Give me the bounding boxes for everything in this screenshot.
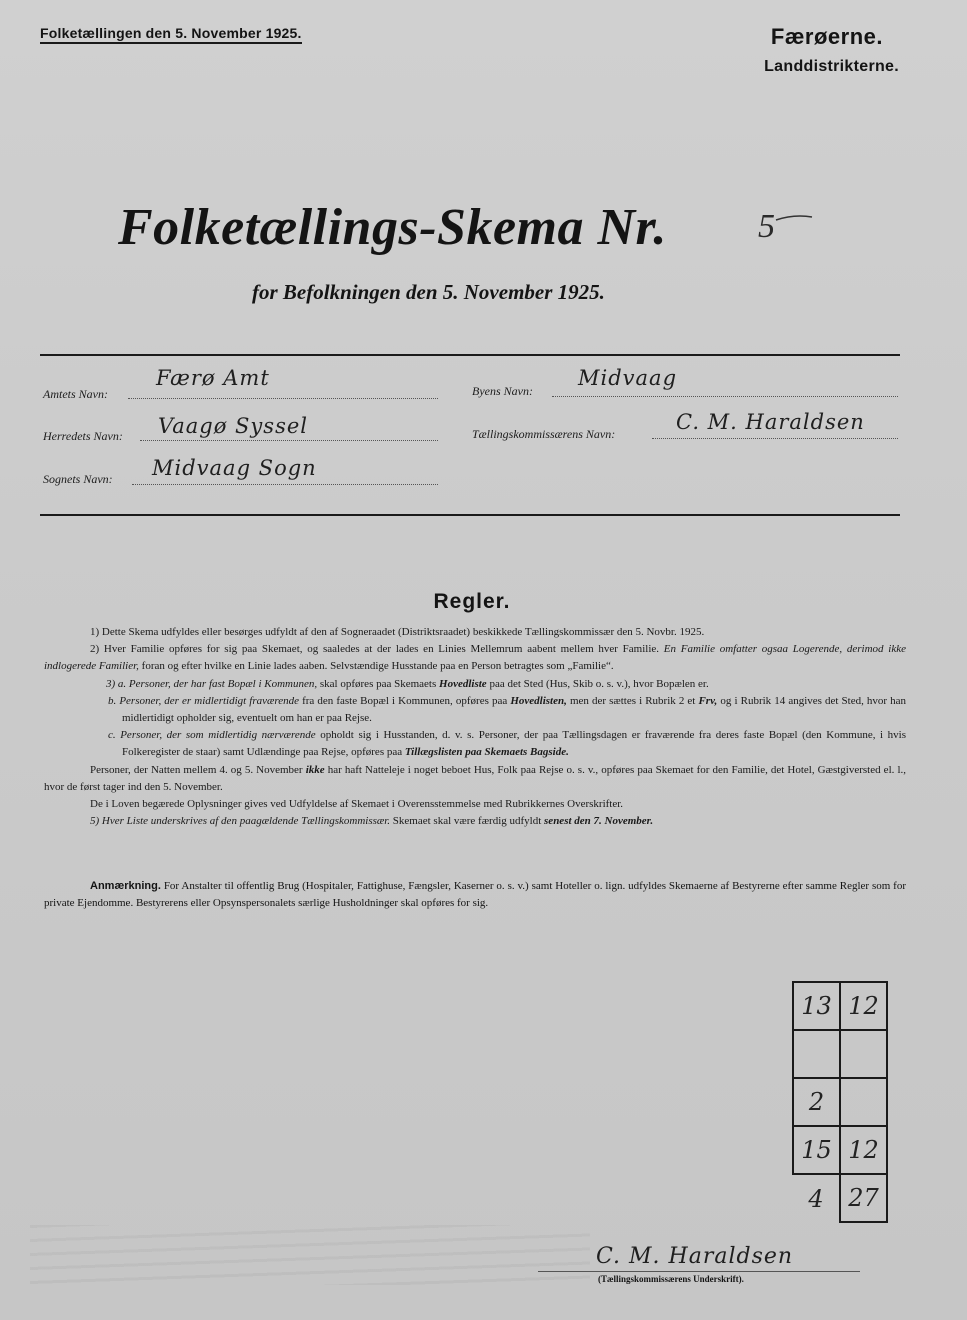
form-subtitle: for Befolkningen den 5. November 1925. <box>252 280 605 304</box>
form-title: Folketællings-Skema Nr. <box>118 199 667 256</box>
signature-line <box>538 1271 860 1272</box>
herred-value[interactable]: Vaagø Syssel <box>158 414 308 438</box>
tally-cell[interactable]: 12 <box>840 982 887 1030</box>
tally-box <box>792 981 888 1223</box>
amt-label: Amtets Navn: <box>43 387 108 401</box>
tally-cell[interactable]: 2 <box>793 1078 840 1126</box>
by-line <box>552 396 898 397</box>
kommissaer-label: Tællingskommissærens Navn: <box>472 427 616 441</box>
anmaerkning-label: Anmærkning. <box>90 880 161 892</box>
tally-cell[interactable]: 12 <box>840 1126 887 1174</box>
rule-4b: De i Loven begærede Oplysninger gives ved Udfyldelse af Skemaet i Overensstemmelse med Rubrikkernes Overskrifter. <box>90 798 624 811</box>
rules-heading: Regler. <box>433 590 511 613</box>
tally-cell[interactable]: 27 <box>840 1174 887 1222</box>
amt-value[interactable]: Færø Amt <box>156 366 270 390</box>
tally-cell[interactable] <box>840 1030 887 1078</box>
sogn-line <box>132 484 438 485</box>
district-label: Landdistrikterne. <box>764 58 899 75</box>
bleed-through-texture <box>30 1225 590 1285</box>
sogn-value[interactable]: Midvaag Sogn <box>152 456 317 480</box>
by-label: Byens Navn: <box>472 384 533 398</box>
anmaerkning-text: For Anstalter til offentlig Brug (Hospitaler, Fattighuse, Fængsler, Kaserner o. s. v.) samt Hoteller o. lign. udfyldes Skemaerne af Bestyrerne efter samme Regler som for private Ejendomme. Bestyrerens eller Opsynspersonalets særlige Husholdninger skal opføres for sig. <box>44 880 907 910</box>
signature-caption: (Tællingskommissærens Underskrift). <box>598 1274 744 1284</box>
rule-4: Personer, der Natten mellem 4. og 5. November ikke har haft Natteleje i noget beboet Hus, Folk paa Rejse o. s. v., opføres paa Skemaet for den Familie, det Hotel, Gæstgiversted el. l., hvor de først tager ind den 5. November. <box>44 763 906 793</box>
rule-1: 1) Dette Skema udfyldes eller besørges udfyldt af den af Sogneraadet (Distriktsraadet) beskikkede Tællingskommissær den 5. Novbr. 1925. <box>90 626 705 638</box>
tally-cell[interactable] <box>840 1078 887 1126</box>
signature-value[interactable]: C. M. Haraldsen <box>596 1244 794 1269</box>
top-divider <box>40 354 900 356</box>
form-number-stroke <box>774 212 814 226</box>
census-label: Folketællingen den 5. November 1925. <box>40 25 302 44</box>
amt-line <box>128 398 438 399</box>
rule-2: 2) Hver Familie opføres for sig paa Skemaet, og saaledes at der lades en Linies Mellemrum aabent mellem hver Familie. En Familie omfatter ogsaa Logerende, derimod ikke indlogerede Familier, foran og efter hvilke en Linie lades aaben. Selvstændige Husstande paa en Person betragtes som „Familie“. <box>44 643 906 673</box>
form-number: 5 <box>758 208 775 245</box>
herred-label: Herredets Navn: <box>43 429 123 443</box>
tally-cell[interactable]: 13 <box>793 982 840 1030</box>
rule-3b: b. Personer, der er midlertidigt fraværende fra den faste Bopæl i Kommunen, opføres paa Hovedlisten, men der sættes i Rubrik 2 et Frv, og i Rubrik 14 angives det Sted, hvor han midlertidigt opholder sig, eventuelt om han er paa Rejse. <box>108 694 907 725</box>
rule-3a: 3) a. Personer, der har fast Bopæl i Kommunen, skal opføres paa Skemaets Hovedliste paa det Sted (Hus, Skib o. s. v.), hvor Bopælen er. <box>106 677 709 690</box>
anmaerkning-note <box>44 878 906 912</box>
sogn-label: Sognets Navn: <box>43 472 113 486</box>
rule-5: 5) Hver Liste underskrives af den paagældende Tællingskommissær. Skemaet skal være færdig udfyldt senest den 7. November. <box>90 815 654 828</box>
by-value[interactable]: Midvaag <box>578 366 678 390</box>
tally-cell[interactable]: 4 <box>793 1174 840 1222</box>
bottom-divider <box>40 514 900 516</box>
tally-cell[interactable] <box>793 1030 840 1078</box>
rule-3c: c. Personer, der som midlertidig nærværende opholdt sig i Husstanden, d. v. s. Personer, der paa Tællingsdagen er fraværende fra deres faste Bopæl (den Kommune, i hvis Folkeregister de staar) samt Udlændinge paa Rejse, opføres paa Tillægslisten paa Skemaets Bagside. <box>108 729 907 759</box>
region-label: Færøerne. <box>770 24 883 49</box>
kommissaer-value[interactable]: C. M. Haraldsen <box>676 410 865 434</box>
kommissaer-line <box>652 438 898 439</box>
herred-line <box>140 440 438 441</box>
tally-cell[interactable]: 15 <box>793 1126 840 1174</box>
rules-body <box>44 624 906 830</box>
